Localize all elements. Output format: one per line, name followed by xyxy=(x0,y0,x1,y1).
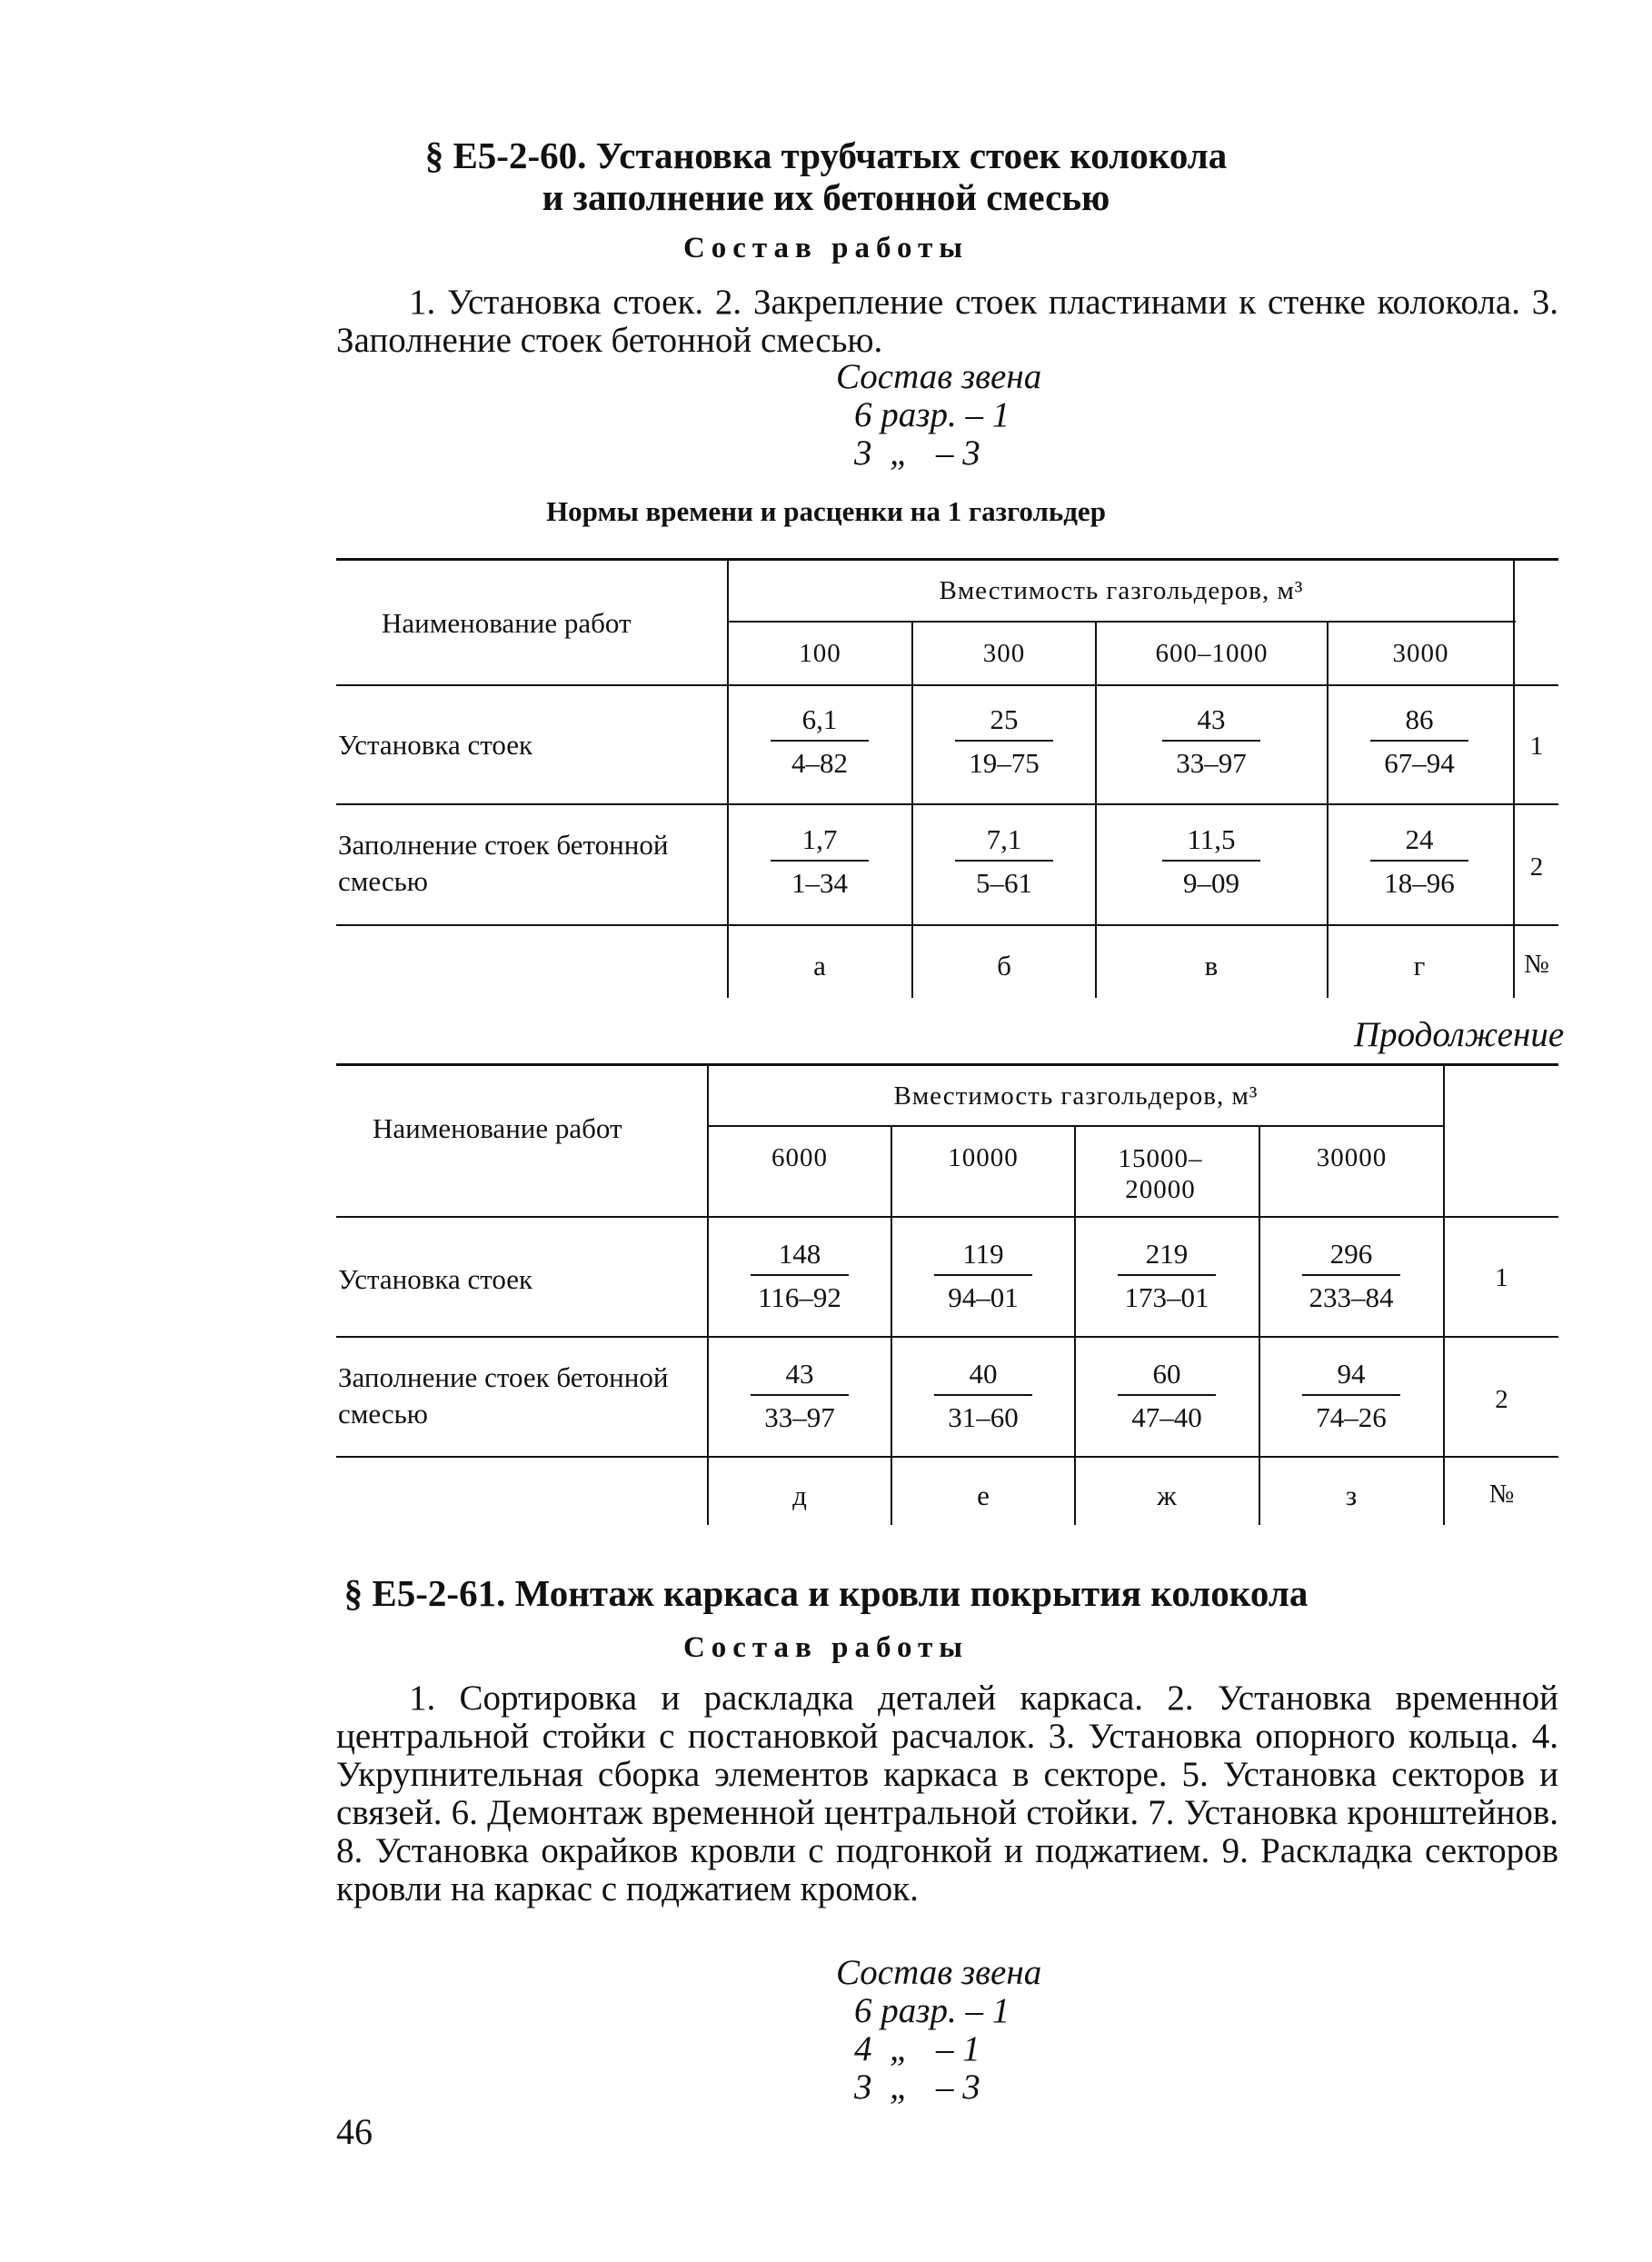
row-name: Установка стоек xyxy=(338,729,533,761)
norm-value: $\frac{1,7}{1-34}$ xyxy=(729,823,911,900)
column-letter: з xyxy=(1345,1480,1358,1511)
capacity-header: Вместимость газгольдеров, м³ xyxy=(939,576,1304,605)
crew-heading: Состав звена xyxy=(836,357,1042,396)
page-number: 46 xyxy=(336,2111,373,2152)
name-column-header: Наименование работ xyxy=(382,607,632,639)
norm-value: $\frac{7,1}{5-61}$ xyxy=(913,823,1095,900)
norm-value: $\frac{6,1}{4-82}$ xyxy=(729,703,911,780)
column-letter: е xyxy=(977,1480,990,1511)
norm-value: $\frac{43}{33-97}$ xyxy=(1120,703,1302,780)
row-name: Заполнение стоек бетонной смесью xyxy=(338,1361,669,1430)
norm-value: $\frac{94}{74-26}$ xyxy=(1260,1358,1442,1434)
column-header: 10000 xyxy=(948,1143,1019,1172)
column-header: 600–1000 xyxy=(1155,639,1269,668)
norm-value: $\frac{60}{47-40}$ xyxy=(1076,1358,1258,1434)
column-letter: г xyxy=(1413,950,1426,982)
norm-value: $\frac{24}{18-96}$ xyxy=(1329,823,1510,900)
number-label: № xyxy=(1524,950,1549,979)
norm-value: $\frac{296}{233-84}$ xyxy=(1260,1238,1442,1314)
continuation-label: Продолжение xyxy=(1354,1015,1565,1054)
crew-line: 3 „ – 3 xyxy=(854,433,980,473)
column-header: 30000 xyxy=(1316,1143,1388,1172)
row-number: 2 xyxy=(1495,1385,1508,1414)
column-letter: а xyxy=(813,950,826,982)
column-letter: ж xyxy=(1157,1480,1177,1511)
norm-value: $\frac{40}{31-60}$ xyxy=(892,1358,1074,1434)
crew-line: 4 „ – 1 xyxy=(854,2029,980,2068)
crew-line: 6 разр. – 1 xyxy=(854,395,1010,434)
norm-value: $\frac{148}{116-92}$ xyxy=(709,1238,891,1314)
capacity-header: Вместимость газгольдеров, м³ xyxy=(893,1081,1259,1111)
work-composition-heading: Состав работы xyxy=(682,1631,970,1664)
crew-line: 6 разр. – 1 xyxy=(854,1991,1010,2030)
norm-value: $\frac{86}{67-94}$ xyxy=(1329,703,1510,780)
column-letter: б xyxy=(997,950,1011,982)
row-name: Установка стоек xyxy=(338,1263,533,1295)
section-title: § Е5-2-60. Установка трубчатых стоек колокола xyxy=(424,135,1228,176)
work-composition-heading: Состав работы xyxy=(682,232,970,264)
crew-line: 3 „ – 3 xyxy=(854,2068,980,2107)
column-header: 100 xyxy=(799,639,841,668)
row-name: Заполнение стоек бетонной смесью xyxy=(338,829,669,897)
column-letter: д xyxy=(792,1480,807,1511)
row-number: 1 xyxy=(1529,732,1544,761)
column-letter: в xyxy=(1204,950,1219,982)
row-number: 2 xyxy=(1529,852,1544,882)
name-column-header: Наименование работ xyxy=(373,1112,622,1144)
norm-value: $\frac{219}{173-01}$ xyxy=(1076,1238,1258,1314)
norm-value: $\frac{43}{33-97}$ xyxy=(709,1358,891,1434)
norm-value: $\frac{25}{19-75}$ xyxy=(913,703,1095,780)
norm-value: $\frac{119}{94-01}$ xyxy=(892,1238,1074,1314)
table-caption: Нормы времени и расценки на 1 газгольдер xyxy=(546,495,1106,527)
column-header: 15000–20000 xyxy=(1118,1144,1203,1204)
column-header: 3000 xyxy=(1392,639,1449,668)
work-composition-text: 1. Установка стоек. 2. Закрепление стоек пластинами к стенке колокола. 3. Заполнение стоек бетонной смесью. xyxy=(336,283,1558,360)
norm-value: $\frac{11,5}{9-09}$ xyxy=(1120,823,1302,900)
number-label: № xyxy=(1488,1480,1515,1509)
section-title-continued: и заполнение их бетонной смесью xyxy=(542,176,1110,218)
column-header: 300 xyxy=(982,639,1026,668)
work-composition-text: 1. Сортировка и раскладка деталей каркаса. 2. Установка временной центральной стойки с постановкой расчалок. 3. Установка опорного кольца. 4. Укрупнительная сборка элементов каркаса в секторе. 5. Установка секторов и связей. 6. Демонтаж временной центральной стойки. 7. Установка кронштейнов. 8. Установка окрайков кровли с подгонкой и поджатием. 9. Раскладка секторов кровли на каркас с поджатием кромок. xyxy=(336,1679,1558,1908)
column-header: 6000 xyxy=(771,1143,828,1172)
section-title: § Е5-2-61. Монтаж каркаса и кровли покрытия колокола xyxy=(343,1572,1309,1614)
row-number: 1 xyxy=(1495,1263,1508,1292)
crew-heading: Состав звена xyxy=(836,1953,1042,1992)
